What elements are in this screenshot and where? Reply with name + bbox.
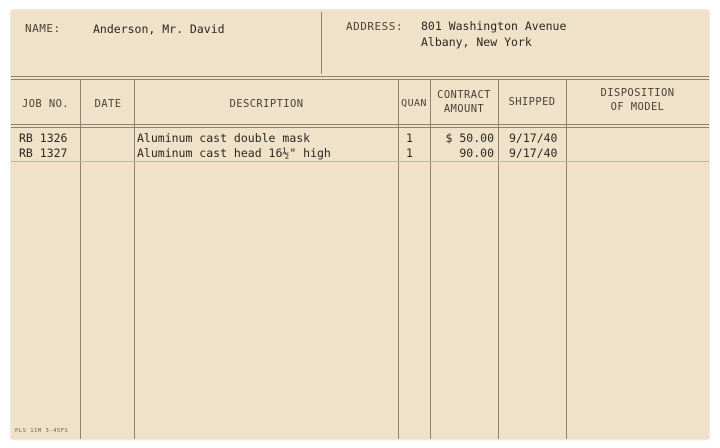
- divider-date-description: [134, 80, 135, 439]
- col-date: DATE: [94, 98, 122, 110]
- record-card: [11, 10, 709, 439]
- col-disposition-line2: OF MODEL: [610, 101, 665, 113]
- address-line-1: 801 Washington Avenue: [421, 19, 567, 33]
- col-description: DESCRIPTION: [229, 98, 304, 110]
- col-disposition: [566, 86, 709, 114]
- row2-description: Aluminum cast head 16½" high: [137, 146, 331, 160]
- address-line-2: Albany, New York: [421, 35, 532, 49]
- col-quan: QUAN: [401, 98, 427, 109]
- column-header-rule-bottom: [11, 127, 709, 128]
- col-disposition-line1: DISPOSITION: [600, 87, 675, 99]
- column-header-rule-top: [11, 124, 709, 125]
- col-contract-amount: [430, 88, 498, 116]
- divider-shipped-disposition: [566, 80, 567, 439]
- row2-amount: 90.00: [459, 146, 494, 160]
- address-label: ADDRESS:: [346, 20, 403, 33]
- row1-description: Aluminum cast double mask: [137, 131, 311, 145]
- divider-amount-shipped: [498, 80, 499, 439]
- col-contract-amount-line2: AMOUNT: [443, 103, 485, 115]
- row1-job-no: RB 1326: [19, 131, 68, 145]
- row2-quan: 1: [406, 146, 413, 160]
- name-value: Anderson, Mr. David: [93, 22, 225, 36]
- col-shipped: SHIPPED: [508, 96, 556, 108]
- header-rule-bottom: [11, 79, 709, 80]
- red-guide-line: [11, 161, 709, 162]
- row1-amount: $ 50.00: [445, 131, 494, 145]
- row1-quan: 1: [406, 131, 413, 145]
- header-rule-top: [11, 76, 709, 77]
- divider-job-date: [80, 80, 81, 439]
- col-contract-amount-line1: CONTRACT: [437, 89, 491, 101]
- col-job-no: JOB NO.: [21, 98, 70, 110]
- row2-shipped: 9/17/40: [509, 146, 558, 160]
- name-label: NAME:: [25, 22, 61, 35]
- form-code: PLS 11M 3-45FS: [15, 428, 69, 434]
- row2-job-no: RB 1327: [19, 146, 68, 160]
- divider-description-quan: [398, 80, 399, 439]
- header-divider: [321, 12, 322, 74]
- row1-shipped: 9/17/40: [509, 131, 558, 145]
